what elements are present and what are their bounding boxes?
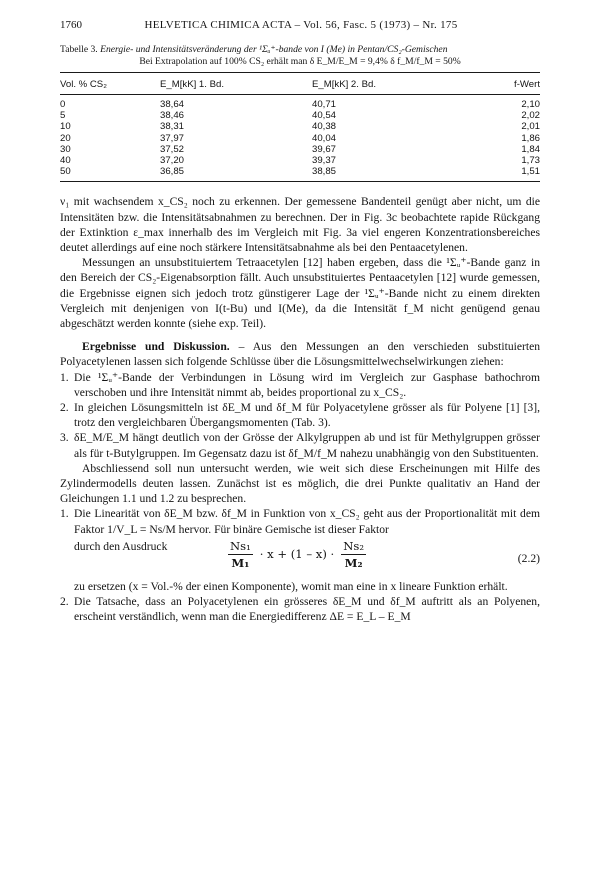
table-cell: 39,37 <box>312 155 337 167</box>
table-cell: 40 <box>60 155 71 167</box>
list-item <box>60 506 540 536</box>
journal-page <box>60 18 540 626</box>
table-row <box>60 121 540 132</box>
table-cell: 37,97 <box>160 132 185 144</box>
fraction-denominator: M₂ <box>344 555 363 570</box>
table-cell: 10 <box>60 121 71 133</box>
list-item <box>60 430 540 460</box>
equation <box>224 539 370 570</box>
list-item-text: Die ¹Σᵤ⁺-Bande der Verbindungen in Lösung wird im Vergleich zur Gasphase bathochrom verschoben und ihre Intensität nimmt ab, beides proportional zu x_CS₂. <box>74 370 540 399</box>
fraction-numerator: Ns₂ <box>343 538 364 553</box>
equation-middle: · x + (1 – x) · <box>259 546 335 561</box>
fraction-denominator: M₁ <box>231 555 250 570</box>
running-head <box>60 18 540 32</box>
table-cell: 40,38 <box>312 121 337 133</box>
table-cell: 38,46 <box>160 110 185 122</box>
table-cell: 37,20 <box>160 155 185 167</box>
table-row <box>60 133 540 144</box>
table-cell: 1,84 <box>521 143 540 155</box>
table-cell: 38,64 <box>160 99 185 110</box>
table-cell: 2,01 <box>521 121 540 133</box>
table-header-row <box>60 73 540 95</box>
table-cell: 20 <box>60 132 71 144</box>
list-item-text: δE_M/E_M hängt deutlich von der Grösse der Alkylgruppen ab und ist für Methylgruppen grösser als für t-Butylgruppen. Im Gegensatz dazu ist δf_M/f_M nahezu unabhängig von den Substituenten. <box>74 431 540 460</box>
paragraph: Messungen an unsubstituiertem Tetraacetylen [12] haben ergeben, dass die ¹Σᵤ⁺-Bande ganz in den Bereich der CS₂-Eigenabsorption fällt. Auch unsubstituiertes Pentaacetylen [12] wurde gemessen, die Ergebnisse eignen sich jedoch trotz günstigerer Lage der ¹Σᵤ⁺-Bande nicht zu einem direkten Vergleich mit denjenigen von I(t-Bu) und I(Me), da die Intensität f_M nicht genügend genau abgeschätzt werden konnte (siehe exp. Teil). <box>60 256 540 331</box>
column-header: E_M[kK] 2. Bd. <box>312 78 376 90</box>
table-cell: 1,51 <box>521 166 540 178</box>
list-number: 3. <box>60 431 69 445</box>
table-cell: 2,02 <box>521 110 540 122</box>
equation-block <box>74 539 540 577</box>
list-item-text: In gleichen Lösungsmitteln ist δE_M und δf_M für Polyacetylene grösser als für Polyene [1] [3], trotz den vergleichbaren Übergangsmomenten (Tab. 3). <box>74 401 540 430</box>
list-item <box>60 400 540 430</box>
paragraph <box>60 339 540 369</box>
table-cell: 40,71 <box>312 99 337 110</box>
table-note: Bei Extrapolation auf 100% CS₂ erhält man δ E_M/E_M = 9,4% δ f_M/f_M = 50% <box>139 56 461 67</box>
fraction <box>228 539 253 570</box>
paragraph-text: – Aus den Messungen an den verschieden substituierten Polyacetylenen lassen sich folgende Schlüsse über die Lösungsmittelwechselwirkungen ziehen: <box>60 340 541 369</box>
table-row <box>60 166 540 182</box>
table-cell: 0 <box>60 99 66 110</box>
fraction <box>341 539 366 570</box>
table-cell: 1,73 <box>521 155 540 167</box>
table-cell: 1,86 <box>521 132 540 144</box>
table-row <box>60 110 540 121</box>
paragraph: zu ersetzen (x = Vol.-% der einen Komponente), womit man eine in x lineare Funktion erhält. <box>74 579 508 593</box>
list-item-text: Die Linearität von δE_M bzw. δf_M in Funktion von x_CS₂ geht aus der Proportionalität mit dem Faktor 1/V_L = Ns/M hervor. Für binäre Gemische ist dieser Faktor <box>74 507 540 536</box>
paragraph: Abschliessend soll nun untersucht werden, wie weit sich diese Erscheinungen mit Hilfe des Zylindermodells deuten lassen. Zunächst ist es möglich, die drei Punkte qualitativ an Hand der Gleichungen 1.1 und 1.2 zu besprechen. <box>60 461 540 506</box>
table-cell: 5 <box>60 110 66 122</box>
list-number: 1. <box>60 507 69 521</box>
list-item <box>60 594 540 624</box>
table-caption <box>60 44 540 68</box>
article-body <box>60 194 540 624</box>
table-row <box>60 155 540 166</box>
table-row <box>60 95 540 111</box>
table-cell: 50 <box>60 166 71 178</box>
table-label: Tabelle 3. <box>60 44 98 55</box>
column-header: f-Wert <box>514 78 540 90</box>
table-cell: 40,04 <box>312 132 337 144</box>
column-header: Vol. % CS₂ <box>60 78 107 90</box>
paragraph: ν₁ mit wachsendem x_CS₂ noch zu erkennen. Der gemessene Bandenteil genügt aber nicht, um die Intensitäten bzw. die Intensitätsabnahmen zu berechnen. Der in Fig. 3c beobachtete rapide Rückgang der Extinktion ε_max innerhalb des im Vergleich mit Fig. 3a viel engeren Konzentrationsbereiches deutet allerdings auf eine noch stärkere Intensitätsabnahme als bei den Pentaacetylenen. <box>60 195 540 255</box>
journal-title: HELVETICA CHIMICA ACTA – Vol. 56, Fasc. 5 (1973) – Nr. 175 <box>144 19 458 31</box>
list-item-text: Die Tatsache, dass an Polyacetylenen ein grösseres δE_M und δf_M auftritt als an Polyenen, erscheint verständlich, wenn man die Energiedifferenz ΔE = E_L – E_M <box>74 595 540 624</box>
equation-number: (2.2) <box>517 551 540 565</box>
table-cell: 30 <box>60 143 71 155</box>
list-number: 2. <box>60 401 69 415</box>
equation-lead-text: durch den Ausdruck <box>74 539 168 553</box>
table-cell: 38,85 <box>312 166 337 178</box>
fraction-numerator: Ns₁ <box>230 538 251 553</box>
table-cell: 37,52 <box>160 143 185 155</box>
section-heading: Ergebnisse und Diskussion. <box>82 340 230 354</box>
list-item <box>60 370 540 400</box>
table-cell: 38,31 <box>160 121 185 133</box>
page-number: 1760 <box>60 19 82 31</box>
column-header: E_M[kK] 1. Bd. <box>160 78 224 90</box>
table-cell: 2,10 <box>521 99 540 110</box>
list-number: 1. <box>60 370 69 384</box>
table-title: Energie- und Intensitätsveränderung der ¹Σᵤ⁺-bande von I (Me) in Pentan/CS₂-Gemischen <box>100 44 448 55</box>
table-row <box>60 144 540 155</box>
table-cell: 36,85 <box>160 166 185 178</box>
data-table <box>60 72 540 182</box>
table-cell: 40,54 <box>312 110 337 122</box>
list-number: 2. <box>60 595 69 609</box>
table-cell: 39,67 <box>312 143 337 155</box>
